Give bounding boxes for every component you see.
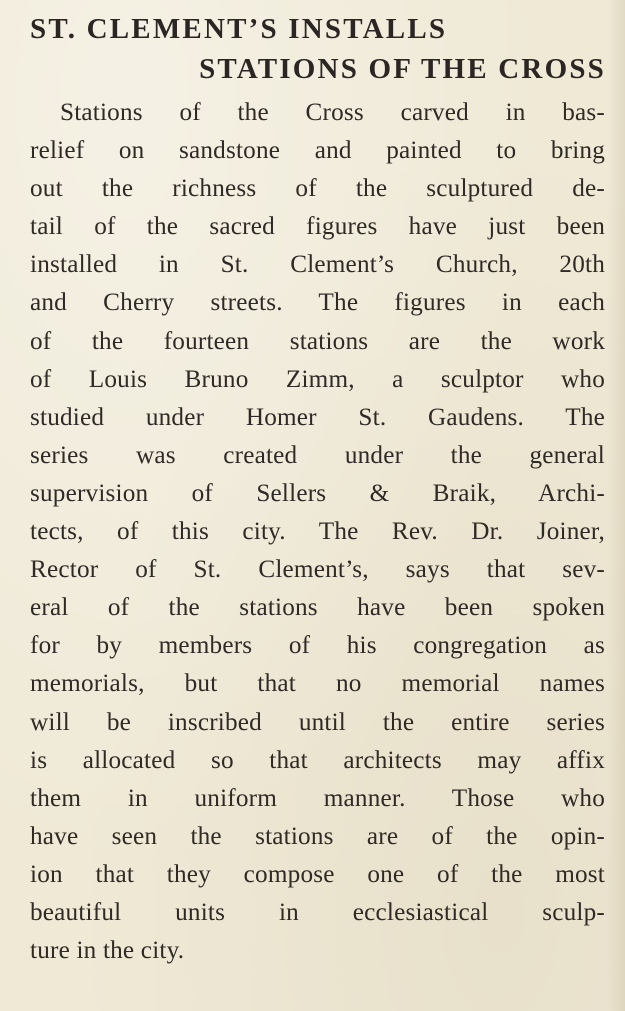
body-line: them in uniform manner. Those who bbox=[30, 784, 605, 812]
body-line: memorials, but that no memorial names bbox=[30, 670, 605, 698]
body-line: and Cherry streets. The figures in each bbox=[30, 289, 605, 317]
body-line: Stations of the Cross carved in bas- bbox=[60, 99, 605, 126]
body-line: is allocated so that architects may affix bbox=[30, 746, 605, 774]
body-line: have seen the stations are of the opin- bbox=[30, 822, 605, 850]
body-line: installed in St. Clement’s Church, 20th bbox=[30, 251, 605, 279]
article-body bbox=[30, 94, 605, 970]
headline-line-1: ST. CLEMENT’S INSTALLS bbox=[30, 13, 448, 45]
body-line: for by members of his congregation as bbox=[30, 632, 605, 660]
page-edge-shadow bbox=[607, 0, 625, 1011]
body-line: ture in the city. bbox=[30, 937, 185, 965]
headline-line-2: STATIONS OF THE CROSS bbox=[199, 53, 606, 85]
body-line: relief on sandstone and painted to bring bbox=[30, 137, 605, 165]
body-line: of Louis Bruno Zimm, a sculptor who bbox=[30, 365, 605, 393]
body-line: out the richness of the sculptured de- bbox=[30, 175, 605, 203]
body-line: tail of the sacred figures have just been bbox=[30, 213, 605, 241]
body-line: of the fourteen stations are the work bbox=[30, 327, 605, 355]
body-line: supervision of Sellers & Braik, Archi- bbox=[30, 479, 605, 507]
body-line: series was created under the general bbox=[30, 441, 605, 469]
body-line: tects, of this city. The Rev. Dr. Joiner, bbox=[30, 518, 605, 546]
body-line: eral of the stations have been spoken bbox=[30, 594, 605, 622]
body-line: studied under Homer St. Gaudens. The bbox=[30, 403, 605, 431]
body-line: Rector of St. Clement’s, says that sev- bbox=[30, 556, 605, 584]
body-line: ion that they compose one of the most bbox=[30, 860, 605, 888]
body-line: beautiful units in ecclesiastical sculp- bbox=[30, 898, 605, 926]
body-line: will be inscribed until the entire series bbox=[30, 708, 605, 736]
